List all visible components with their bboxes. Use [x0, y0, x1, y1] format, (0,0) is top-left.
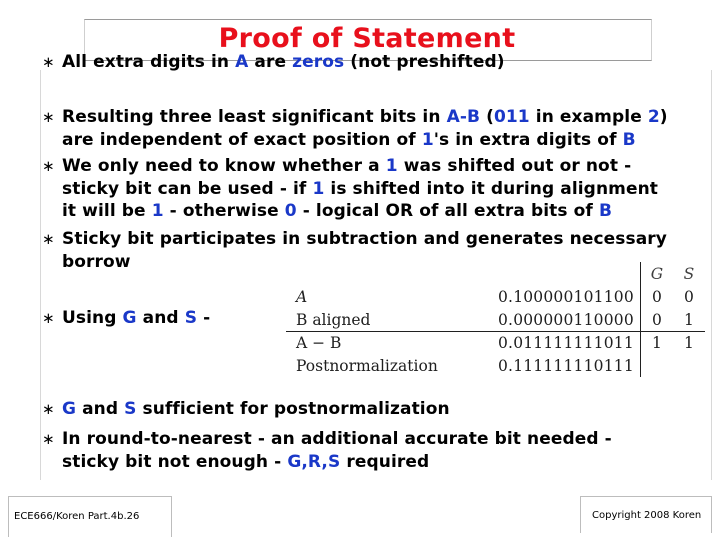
bullet-star-icon: ∗ [42, 53, 55, 71]
text-fragment: and [76, 399, 125, 419]
text-fragment: are [248, 52, 293, 72]
bullet-line [62, 451, 612, 474]
row-g-bit [640, 355, 673, 378]
text-fragment: Resulting three least significant bits in [62, 107, 447, 127]
highlight-fragment: A-B [446, 107, 481, 127]
bullet-line [62, 307, 210, 330]
highlight-fragment: B [622, 129, 636, 150]
text-fragment: sticky bit can be used - if [62, 178, 313, 199]
text-fragment: sticky bit not enough - [62, 451, 288, 472]
highlight-fragment: G [122, 308, 137, 328]
bullet-star-icon: ∗ [42, 230, 55, 248]
row-value: 0.011111111011 [492, 332, 640, 355]
row-s-bit: 1 [673, 332, 705, 355]
bullet-line [62, 200, 658, 223]
bullet-star-icon: ∗ [42, 157, 55, 175]
bullet-line [62, 106, 668, 129]
highlight-fragment: S [184, 308, 198, 328]
text-fragment: ( [480, 107, 494, 127]
highlight-fragment: A [235, 52, 249, 72]
table-row [286, 286, 705, 309]
slide-title: Proof of Statement [218, 23, 516, 54]
text-fragment: was shifted out or not - [397, 156, 632, 176]
highlight-fragment: S [124, 399, 137, 419]
text-fragment: and [136, 308, 185, 328]
text-fragment: in example [529, 107, 648, 127]
bullet-line [62, 51, 505, 74]
text-fragment: All extra digits in [62, 52, 236, 72]
text-fragment: it will be [62, 201, 152, 221]
highlight-fragment: 011 [493, 107, 530, 127]
highlight-fragment: B [598, 201, 613, 221]
bullet-line: borrow [62, 251, 131, 272]
row-s-bit: 0 [684, 288, 694, 307]
highlight-fragment: 1 [151, 201, 164, 221]
row-s-bit [673, 355, 705, 378]
table-header-blank [286, 262, 640, 286]
bullet-star-icon: ∗ [42, 108, 55, 126]
text-fragment: is shifted into it during alignment [324, 178, 659, 199]
highlight-fragment: 1 [421, 129, 434, 150]
text-fragment: required [340, 451, 430, 472]
text-fragment: sufficient for postnormalization [136, 399, 450, 419]
highlight-fragment: G [62, 399, 77, 419]
bullet-line [62, 155, 658, 178]
footer-copyright: Copyright 2008 Koren [592, 510, 702, 521]
row-label: A − B [286, 332, 492, 355]
text-fragment: 's in extra digits of [433, 129, 623, 150]
footer-slide-id: ECE666/Koren Part.4b.26 [14, 511, 140, 522]
row-label: B aligned [296, 310, 371, 329]
table-row [286, 355, 705, 378]
text-fragment: ) [659, 107, 668, 127]
gs-example-table [286, 262, 705, 377]
row-g-bit: 0 [652, 288, 662, 307]
column-header-g: G [650, 265, 664, 283]
table-row [286, 332, 705, 355]
highlight-fragment: 1 [312, 178, 325, 199]
highlight-fragment: zeros [292, 52, 345, 72]
bullet-line [62, 398, 450, 421]
row-label: A [296, 288, 308, 307]
row-value: 0.000000110000 [492, 309, 640, 332]
row-s-bit: 1 [684, 310, 694, 329]
text-fragment: - [197, 308, 211, 328]
row-value: 0.111111110111 [492, 355, 640, 378]
bullet-star-icon: ∗ [42, 309, 55, 327]
table-row [286, 309, 705, 332]
highlight-fragment: 0 [284, 201, 297, 221]
bullet-line: In round-to-nearest - an additional accurate bit needed - [62, 429, 612, 449]
bullet-star-icon: ∗ [42, 400, 55, 418]
highlight-fragment: 1 [385, 156, 398, 176]
text-fragment: (not preshifted) [344, 52, 505, 72]
text-fragment: We only need to know whether a [62, 156, 386, 176]
highlight-fragment: 2 [647, 107, 660, 127]
bullet-line [62, 178, 658, 201]
text-fragment: - otherwise [163, 201, 285, 221]
row-g-bit: 1 [640, 332, 673, 355]
row-g-bit: 0 [652, 310, 662, 329]
table-header-row [286, 262, 705, 286]
text-fragment: are independent of exact position of [62, 129, 422, 150]
text-fragment: Using [62, 308, 123, 328]
bullet-line: Sticky bit participates in subtraction and generates necessary [62, 229, 667, 249]
bullet-line [62, 129, 668, 152]
column-header-s: S [683, 265, 695, 283]
text-fragment: - logical OR of all extra bits of [296, 201, 599, 221]
highlight-fragment: G,R,S [287, 451, 341, 472]
row-value: 0.100000101100 [492, 286, 640, 309]
bullet-star-icon: ∗ [42, 430, 55, 448]
row-label: Postnormalization [296, 356, 438, 375]
